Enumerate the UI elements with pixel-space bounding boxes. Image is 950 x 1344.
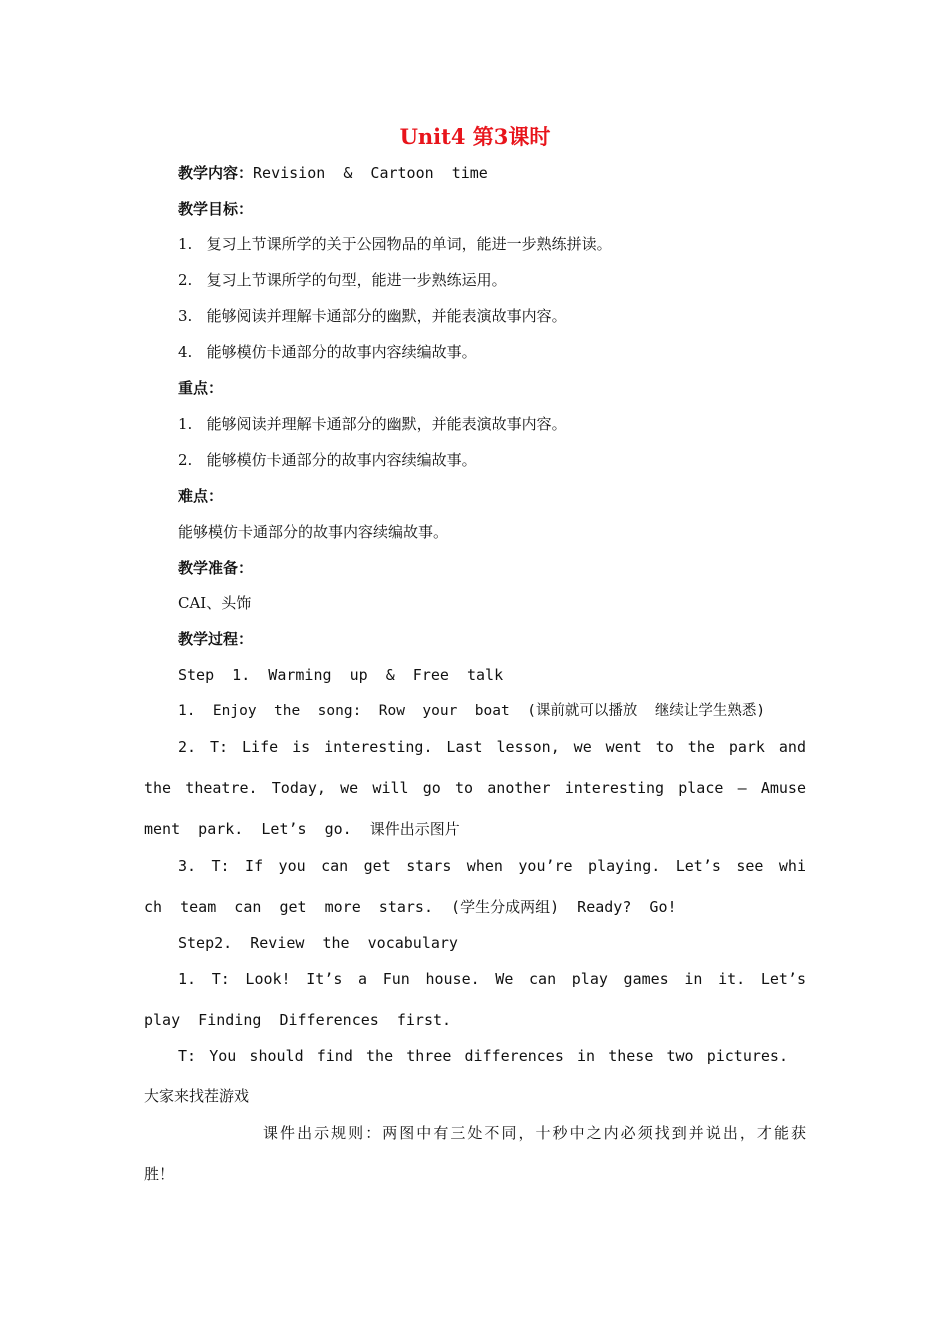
step1-item-3-line1: 3. T: If you can get stars when you’re playing. Let’s see whi <box>178 857 806 875</box>
objective-item-2: 2. 复习上节课所学的句型，能进一步熟练运用。 <box>178 271 507 289</box>
preparation-text: CAI、头饰 <box>178 594 252 612</box>
objective-item-4: 4. 能够模仿卡通部分的故事内容续编故事。 <box>178 343 477 361</box>
step2-game-line: 大家来找茬游戏 <box>144 1087 250 1105</box>
step2-item-1-line2: play Finding Differences first. <box>144 1011 452 1029</box>
difficult-points-label: 难点： <box>178 487 224 505</box>
key-point-item-2: 2. 能够模仿卡通部分的故事内容续编故事。 <box>178 451 477 469</box>
step2-item-1-line1: 1. T: Look! It’s a Fun house. We can play games in it. Let’s <box>178 970 806 988</box>
step2-rule-line2: 胜！ <box>144 1165 175 1183</box>
step2-heading: Step2. Review the vocabulary <box>178 934 458 952</box>
step1-item-1: 1. Enjoy the song: Row your boat (课前就可以播放 继续让学生熟悉) <box>178 703 766 719</box>
step1-item-2-line1: 2. T: Life is interesting. Last lesson, we went to the park and <box>178 738 806 756</box>
step2-teacher-line: T: You should find the three differences in these two pictures. <box>178 1047 788 1065</box>
difficult-points-text: 能够模仿卡通部分的故事内容续编故事。 <box>178 523 449 541</box>
step1-item-2-line3: ment park. Let’s go. 课件出示图片 <box>144 820 460 838</box>
step1-item-3-line2: ch team can get more stars. (学生分成两组) Ready? Go! <box>144 898 677 916</box>
teaching-content-value: Revision & Cartoon time <box>253 164 488 182</box>
objectives-label: 教学目标： <box>178 200 254 218</box>
key-point-item-1: 1. 能够阅读并理解卡通部分的幽默，并能表演故事内容。 <box>178 415 567 433</box>
teaching-content-line <box>178 162 488 184</box>
key-points-label: 重点： <box>178 379 224 397</box>
teaching-content-label: 教学内容： <box>178 164 254 182</box>
objective-item-1: 1. 复习上节课所学的关于公园物品的单词，能进一步熟练拼读。 <box>178 235 612 253</box>
step1-item-2-line2: the theatre. Today, we will go to another interesting place – Amuse <box>144 779 806 797</box>
process-label: 教学过程： <box>178 630 254 648</box>
objective-item-3: 3. 能够阅读并理解卡通部分的幽默，并能表演故事内容。 <box>178 307 567 325</box>
preparation-label: 教学准备： <box>178 559 254 577</box>
step2-rule-line1: 课件出示规则：两图中有三处不同，十秒中之内必须找到并说出，才能获 <box>263 1124 806 1142</box>
step1-heading: Step 1. Warming up & Free talk <box>178 666 504 684</box>
document-title: Unit4 第3课时 <box>399 124 551 149</box>
